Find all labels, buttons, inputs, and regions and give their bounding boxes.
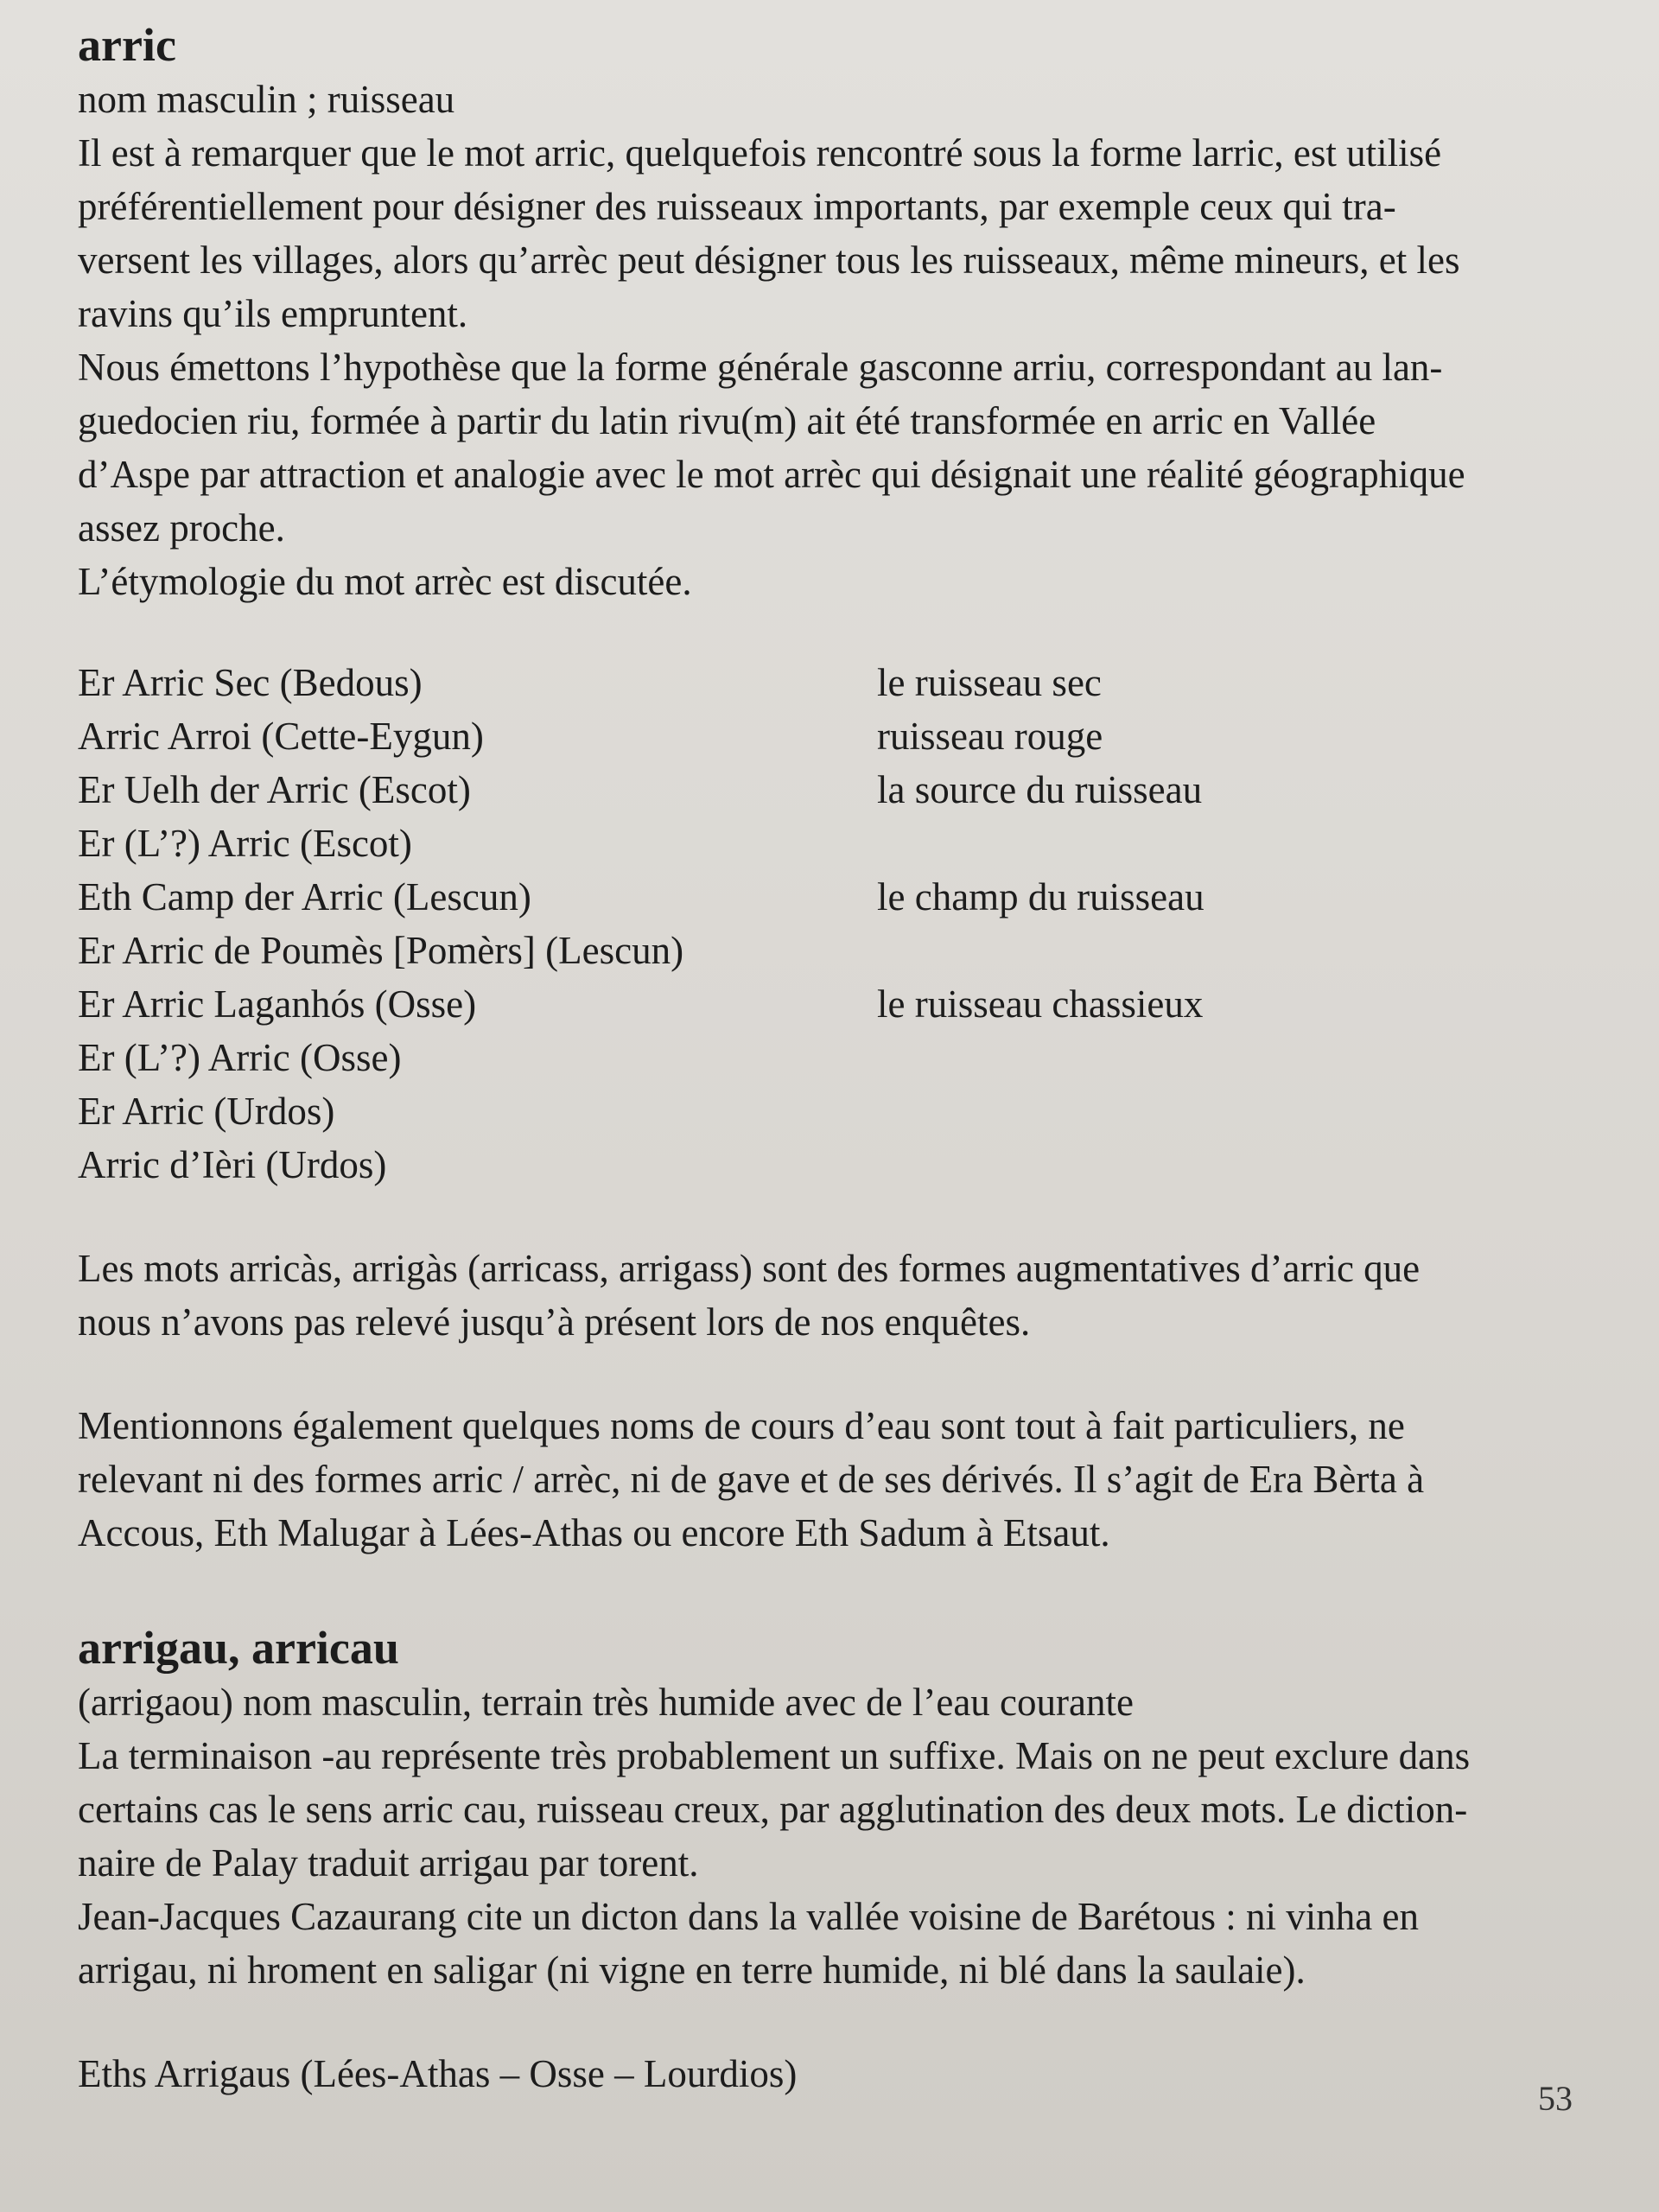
- place-translation: [877, 1138, 1573, 1192]
- text-line: préférentiellement pour désigner des ruisseaux importants, par exemple ceux qui tra-: [78, 185, 1396, 228]
- place-name-arrigaus: Eths Arrigaus (Lées-Athas – Osse – Lourdios): [78, 2052, 798, 2095]
- paragraph-arrigau: [78, 1675, 1573, 1997]
- text-line: La terminaison -au représente très probablement un suffixe. Mais on ne peut exclure dans: [78, 1734, 1471, 1777]
- place-row: [78, 1084, 1573, 1138]
- text-line: certains cas le sens arric cau, ruisseau creux, par agglutination des deux mots. Le diction-: [78, 1788, 1468, 1831]
- place-row: [78, 1138, 1573, 1192]
- entry-headword-arric: arric: [78, 19, 176, 71]
- text-line: naire de Palay traduit arrigau par torent.: [78, 1841, 699, 1885]
- place-row: [78, 924, 1573, 977]
- text-line: nous n’avons pas relevé jusqu’à présent lors de nos enquêtes.: [78, 1300, 1031, 1344]
- place-name: Er Arric (Urdos): [78, 1090, 335, 1133]
- place-row: [78, 1031, 1573, 1084]
- text-line: ravins qu’ils empruntent.: [78, 292, 468, 335]
- place-row: [78, 817, 1573, 870]
- place-name: Er (L’?) Arric (Escot): [78, 822, 412, 865]
- text-line: Nous émettons l’hypothèse que la forme générale gasconne arriu, correspondant au lan-: [78, 346, 1443, 389]
- text-line: assez proche.: [78, 506, 285, 550]
- text-line: Les mots arricàs, arrigàs (arricass, arrigass) sont des formes augmentatives d’arric que: [78, 1247, 1421, 1290]
- place-name: Eth Camp der Arric (Lescun): [78, 875, 531, 918]
- text-line: relevant ni des formes arric / arrèc, ni de gave et de ses dérivés. Il s’agit de Era Bèrta à: [78, 1458, 1425, 1501]
- place-row: [78, 870, 1573, 924]
- paragraph-other-streams: [78, 1399, 1573, 1560]
- place-translation: [877, 817, 1573, 870]
- place-translation: [877, 1031, 1573, 1084]
- place-name: Arric Arroi (Cette-Eygun): [78, 715, 484, 758]
- text-line: Mentionnons également quelques noms de cours d’eau sont tout à fait particuliers, ne: [78, 1404, 1405, 1447]
- paragraph-hypothesis: [78, 340, 1573, 555]
- place-translation: [877, 924, 1573, 977]
- place-row: [78, 656, 1573, 709]
- text-line: (arrigaou) nom masculin, terrain très humide avec de l’eau courante: [78, 1681, 1134, 1724]
- place-name: Arric d’Ièri (Urdos): [78, 1143, 387, 1186]
- place-row: [78, 977, 1573, 1031]
- place-translation: [877, 1084, 1573, 1138]
- place-name: Er Uelh der Arric (Escot): [78, 768, 471, 811]
- place-row: [78, 763, 1573, 817]
- place-translation: le champ du ruisseau: [877, 875, 1205, 918]
- text-line: Accous, Eth Malugar à Lées-Athas ou encore Eth Sadum à Etsaut.: [78, 1511, 1110, 1554]
- entry-grammar: nom masculin ; ruisseau: [78, 78, 455, 121]
- place-name: Er Arric Sec (Bedous): [78, 661, 423, 704]
- place-row: [78, 709, 1573, 763]
- place-translation: le ruisseau sec: [877, 661, 1102, 704]
- text-line: d’Aspe par attraction et analogie avec le mot arrèc qui désignait une réalité géographique: [78, 453, 1465, 496]
- place-translation: ruisseau rouge: [877, 715, 1103, 758]
- place-translation: le ruisseau chassieux: [877, 982, 1204, 1026]
- place-name: Er (L’?) Arric (Osse): [78, 1036, 402, 1079]
- place-translation: la source du ruisseau: [877, 768, 1203, 811]
- place-name: Er Arric Laganhós (Osse): [78, 982, 477, 1026]
- place-name: Er Arric de Poumès [Pomèrs] (Lescun): [78, 929, 684, 972]
- page-number: 53: [1538, 2079, 1573, 2118]
- text-line: guedocien riu, formée à partir du latin rivu(m) ait été transformée en arric en Vallée: [78, 399, 1376, 442]
- text-line: arrigau, ni hroment en saligar (ni vigne en terre humide, ni blé dans la saulaie).: [78, 1948, 1306, 1992]
- paragraph-usage: [78, 126, 1573, 340]
- paragraph-etymology: L’étymologie du mot arrèc est discutée.: [78, 560, 692, 603]
- paragraph-augmentatives: [78, 1242, 1573, 1349]
- text-line: Il est à remarquer que le mot arric, quelquefois rencontré sous la forme larric, est utilisé: [78, 131, 1442, 175]
- text-line: versent les villages, alors qu’arrèc peut désigner tous les ruisseaux, même mineurs, et les: [78, 238, 1460, 282]
- entry-headword-arrigau: arrigau, arricau: [78, 1622, 399, 1674]
- place-name-list: [78, 656, 1573, 1192]
- text-line: Jean-Jacques Cazaurang cite un dicton dans la vallée voisine de Barétous : ni vinha en: [78, 1895, 1419, 1938]
- text-column: [78, 17, 1573, 2118]
